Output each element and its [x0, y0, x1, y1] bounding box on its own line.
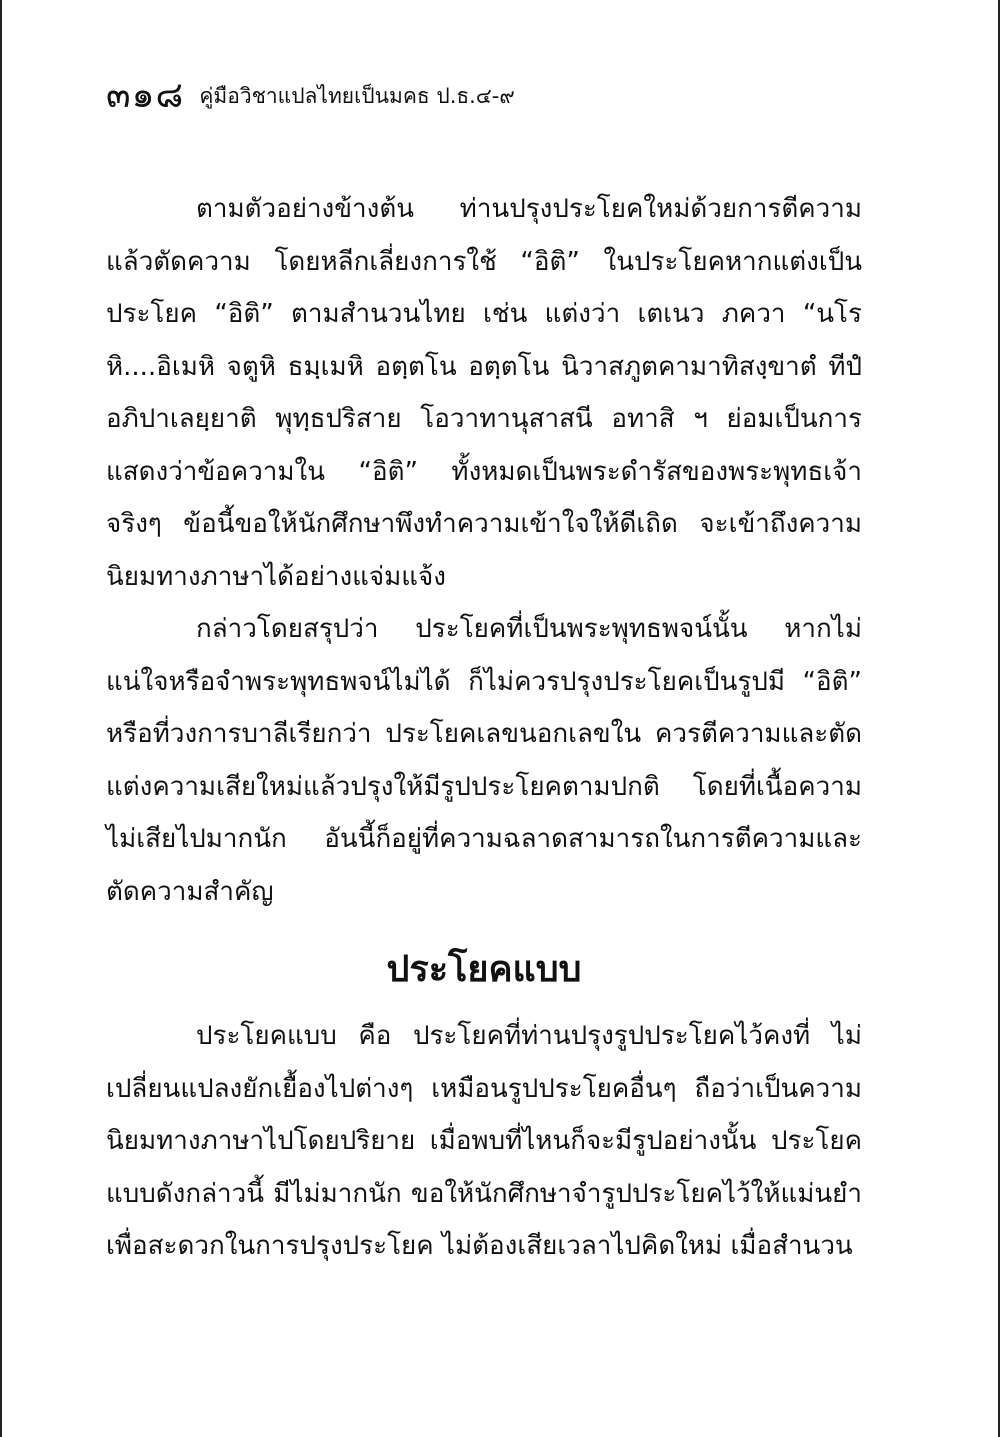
running-head: คู่มือวิชาแปลไทยเป็นมคธ ป.ธ.๔-๙ [199, 83, 515, 108]
section-title: ประโยคแบบ [386, 949, 582, 990]
paragraph-3: ประโยคแบบ คือ ประโยคที่ท่านปรุงรูปประโยคไว้คงที่ ไม่เปลี่ยนแปลงยักเยื้องไปต่างๆ เหมือนรูปประโยคอื่นๆ ถือว่าเป็นความนิยมทางภาษาไปโดยปริยาย เมื่อพบที่ไหนก็จะมีรูปอย่างนั้น ประโยคแบบดังกล่าวนี้ มีไม่มากนัก ขอให้นักศึกษาจำรูปประโยคไว้ให้แม่นยำเพื่อสะดวกในการปรุงประโยค ไม่ต้องเสียเวลาไปคิดใหม่ เมื่อสำนวน [106, 1021, 862, 1261]
page-number: ๓๑๘ [106, 75, 185, 116]
paragraph-1: ตามตัวอย่างข้างต้น ท่านปรุงประโยคใหม่ด้วยการตีความแล้วตัดความ โดยหลีกเลี่ยงการใช้ “อิติ” ในประโยคหากแต่งเป็นประโยค “อิติ” ตามสำนวนไทย เช่น แต่งว่า เตเนว ภควา “นโร หิ....อิเมหิ จตูหิ ธมฺเมหิ อตฺตโน อตฺตโน นิวาสภูตคามาทิสงฺขาตํ ทีปํ อภิปาเลยฺยาติ พุทฺธปริสาย โอวาทานุสาสนี อทาสิ ฯ ย่อมเป็นการแสดงว่าข้อความใน “อิติ” ทั้งหมดเป็นพระดำรัสของพระพุทธเจ้าจริงๆ ข้อนี้ขอให้นักศึกษาพึงทำความเข้าใจให้ดีเถิด จะเข้าถึงความนิยมทางภาษาได้อย่างแจ่มแจ้ง [106, 194, 862, 592]
paragraph-2: กล่าวโดยสรุปว่า ประโยคที่เป็นพระพุทธพจน์นั้น หากไม่แน่ใจหรือจำพระพุทธพจน์ไม่ได้ ก็ไม่ควรปรุงประโยคเป็นรูปมี “อิติ” หรือที่วงการบาลีเรียกว่า ประโยคเลขนอกเลขใน ควรตีความและตัดแต่งความเสียใหม่แล้วปรุงให้มีรูปประโยคตามปกติ โดยที่เนื้อความไม่เสียไปมากนัก อันนี้ก็อยู่ที่ความฉลาดสามารถในการตีความและตัดความสำคัญ [106, 614, 862, 907]
page-header [106, 75, 515, 116]
page-body [106, 183, 862, 1273]
